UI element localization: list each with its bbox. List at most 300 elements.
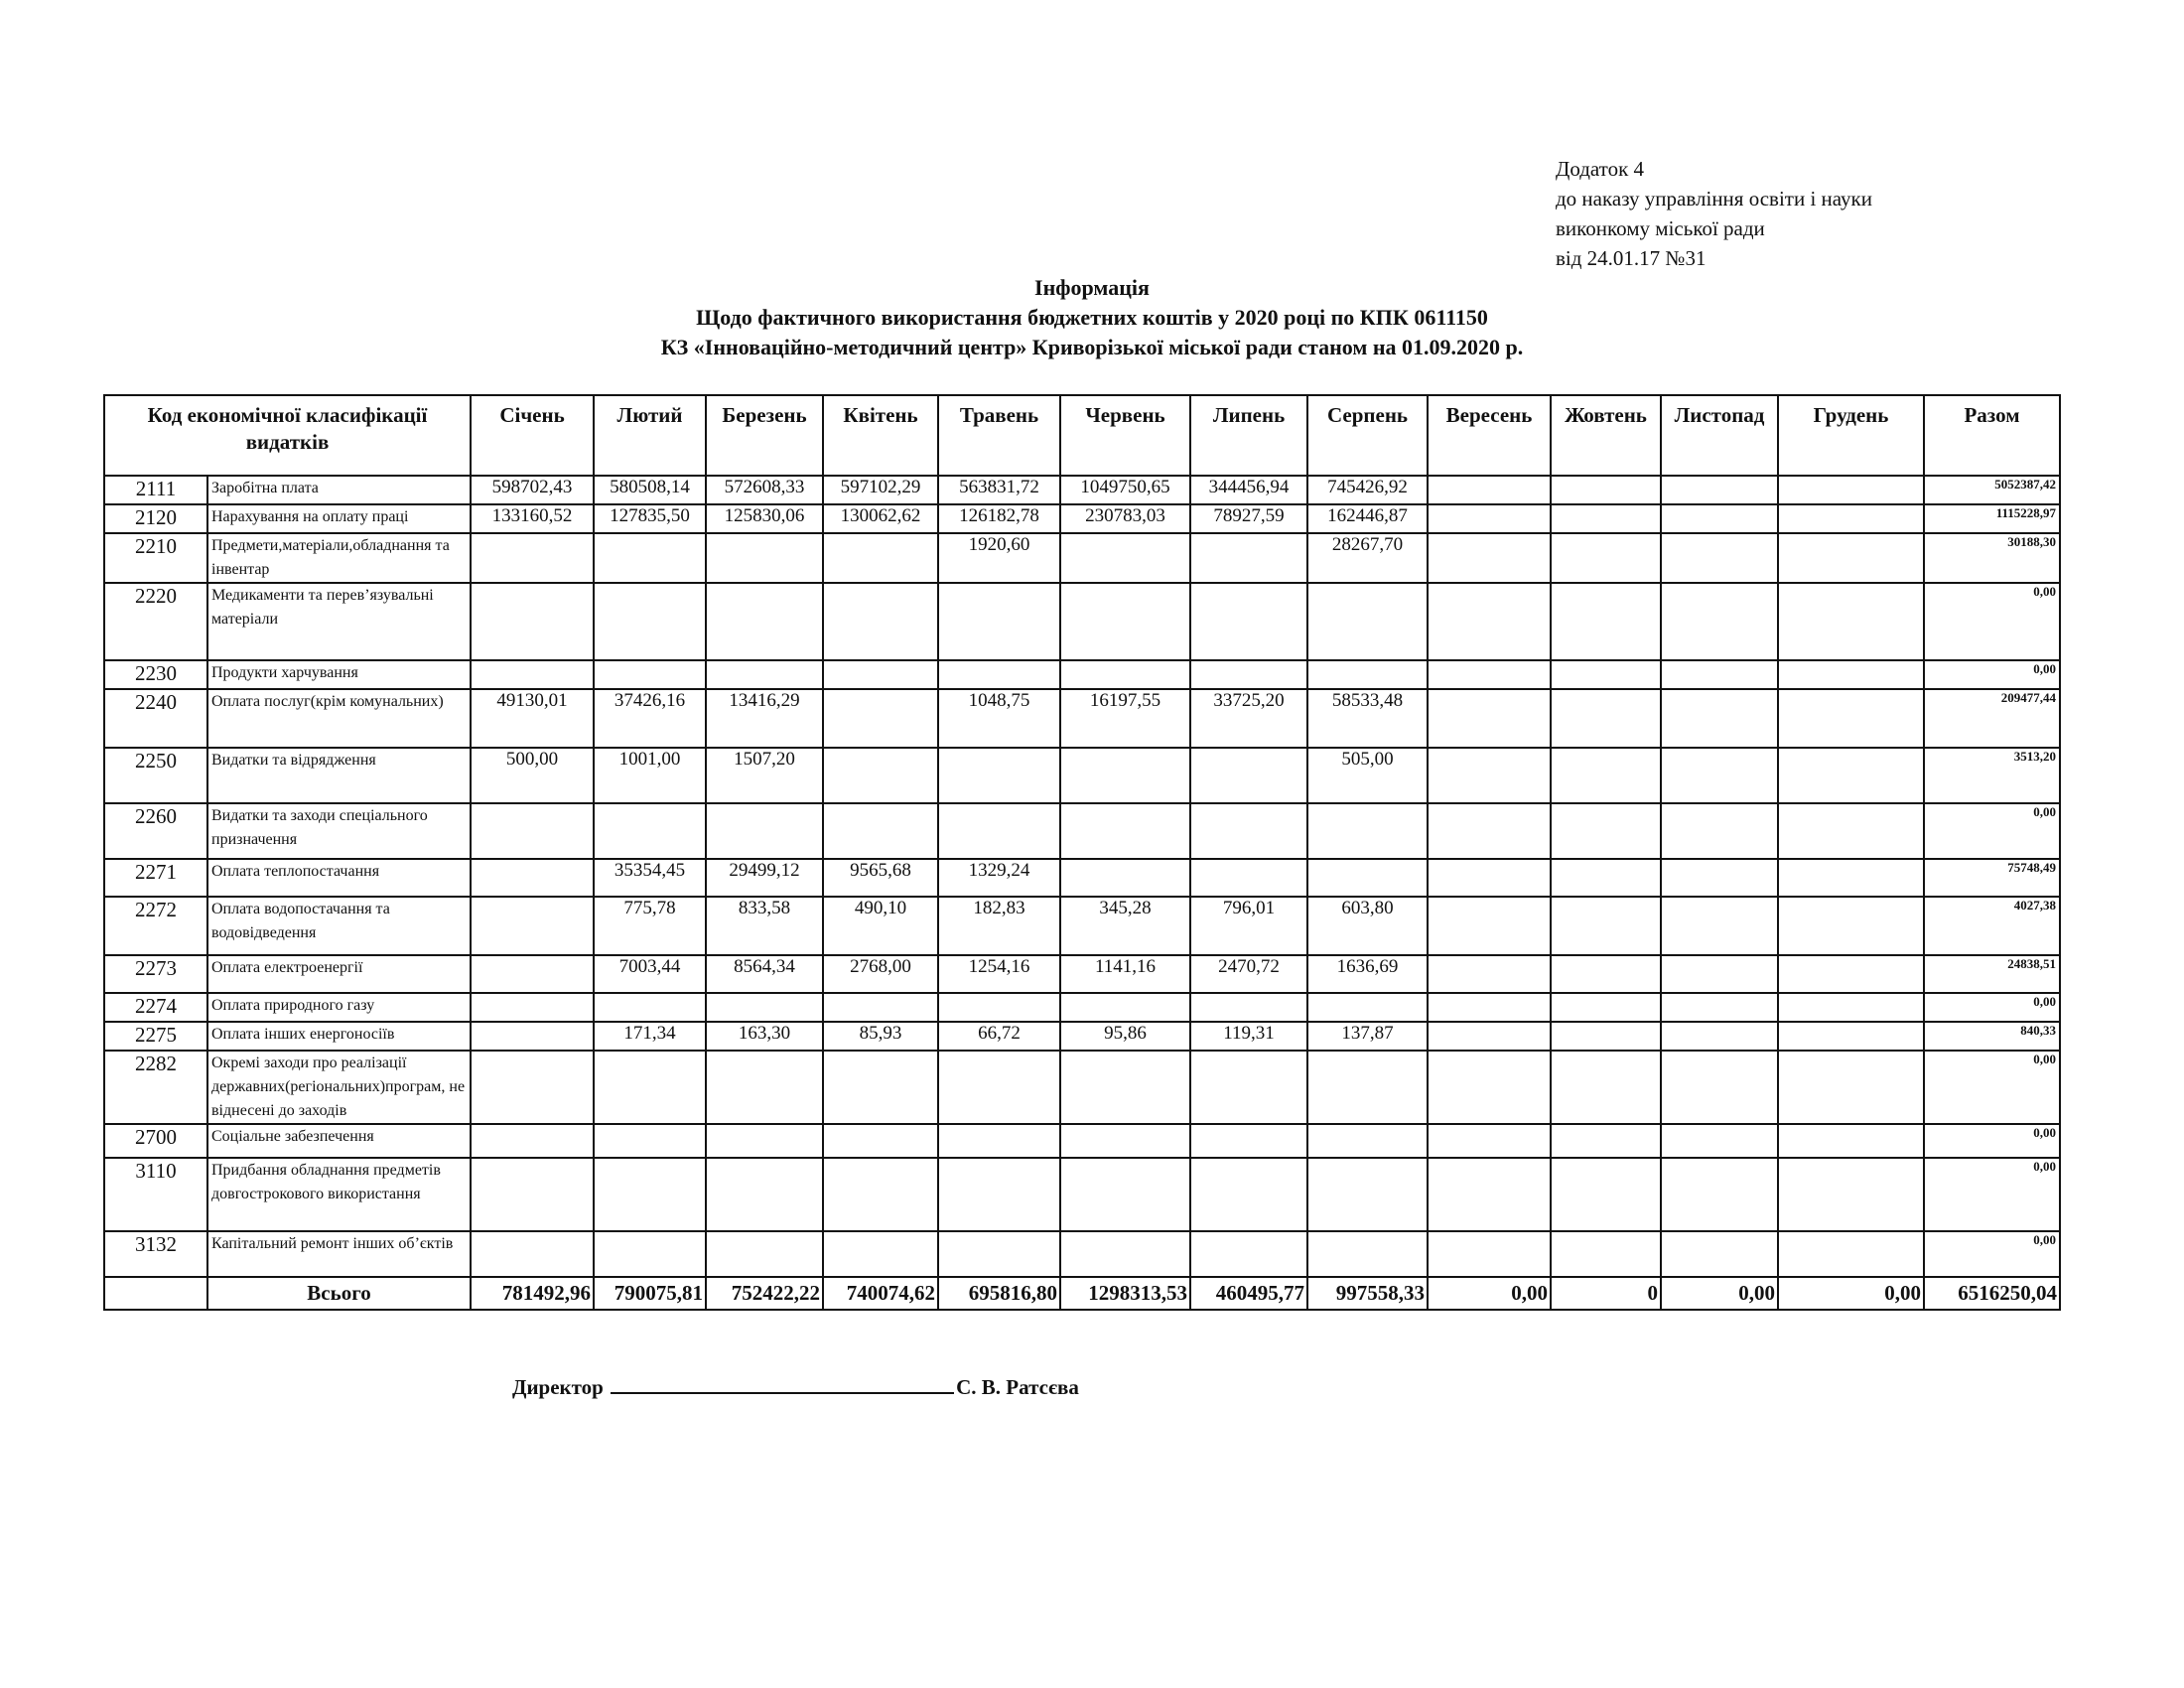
row-month-value (1778, 993, 1924, 1022)
row-month-value (1551, 803, 1661, 859)
row-month-value (823, 1124, 938, 1158)
row-month-value: 1001,00 (594, 748, 706, 803)
appendix-line: Додаток 4 (1556, 157, 1645, 181)
row-month-value (1190, 1124, 1307, 1158)
header-month: Грудень (1778, 395, 1924, 476)
row-total: 0,00 (1924, 1124, 2060, 1158)
row-month-value (1190, 1158, 1307, 1231)
row-total: 4027,38 (1924, 897, 2060, 955)
row-name: Продукти харчування (207, 660, 471, 689)
row-month-value: 1049750,65 (1060, 476, 1190, 504)
appendix-line: до наказу управління освіти і науки (1556, 187, 1872, 211)
header-month: Травень (938, 395, 1060, 476)
row-month-value (594, 1158, 706, 1231)
row-month-value (938, 660, 1060, 689)
row-month-value (1551, 859, 1661, 897)
row-month-value (1551, 955, 1661, 993)
totals-cell: 460495,77 (1190, 1277, 1307, 1310)
document-subtitle: Щодо фактичного використання бюджетних коштів у 2020 році по КПК 0611150 (696, 305, 1488, 330)
row-month-value (471, 660, 594, 689)
row-month-value (706, 803, 823, 859)
row-code: 2230 (104, 660, 207, 689)
row-month-value (706, 993, 823, 1022)
row-month-value (1307, 1051, 1428, 1124)
row-month-value: 833,58 (706, 897, 823, 955)
row-code: 2282 (104, 1051, 207, 1124)
row-month-value (1778, 1231, 1924, 1277)
row-month-value (1778, 533, 1924, 583)
row-month-value (1778, 1051, 1924, 1124)
row-month-value (1778, 1022, 1924, 1051)
row-month-value: 133160,52 (471, 504, 594, 533)
header-month: Квітень (823, 395, 938, 476)
row-name: Заробітна плата (207, 476, 471, 504)
row-month-value: 137,87 (1307, 1022, 1428, 1051)
document-heading (0, 273, 2184, 362)
row-month-value (1060, 803, 1190, 859)
row-total: 0,00 (1924, 803, 2060, 859)
row-month-value (706, 660, 823, 689)
row-month-value (1551, 748, 1661, 803)
header-month: Березень (706, 395, 823, 476)
row-month-value (938, 803, 1060, 859)
row-month-value: 85,93 (823, 1022, 938, 1051)
table-row (104, 1051, 2060, 1124)
row-month-value (1778, 897, 1924, 955)
row-month-value: 490,10 (823, 897, 938, 955)
row-month-value (1778, 504, 1924, 533)
row-month-value (823, 533, 938, 583)
row-month-value (1190, 1231, 1307, 1277)
row-month-value (1551, 533, 1661, 583)
header-month: Липень (1190, 395, 1307, 476)
document-title: Інформація (1034, 275, 1150, 300)
row-month-value (1551, 1158, 1661, 1231)
row-month-value: 125830,06 (706, 504, 823, 533)
table-row (104, 476, 2060, 504)
row-month-value (706, 1231, 823, 1277)
row-month-value (1190, 993, 1307, 1022)
row-name: Придбання обладнання предметів довгострокового використання (207, 1158, 471, 1231)
row-month-value (1661, 660, 1778, 689)
row-month-value (471, 1124, 594, 1158)
row-month-value: 33725,20 (1190, 689, 1307, 748)
row-month-value (938, 1124, 1060, 1158)
row-month-value (1307, 660, 1428, 689)
row-month-value: 16197,55 (1060, 689, 1190, 748)
row-code: 2250 (104, 748, 207, 803)
row-month-value (1661, 748, 1778, 803)
row-code: 2275 (104, 1022, 207, 1051)
row-month-value: 2470,72 (1190, 955, 1307, 993)
row-month-value (1778, 1124, 1924, 1158)
row-month-value: 796,01 (1190, 897, 1307, 955)
header-total-label: Разом (1924, 395, 2060, 476)
header-month: Жовтень (1551, 395, 1661, 476)
row-month-value (471, 1022, 594, 1051)
row-month-value (938, 1051, 1060, 1124)
row-month-value (938, 583, 1060, 660)
row-name: Медикаменти та перев’язувальні матеріали (207, 583, 471, 660)
row-month-value: 2768,00 (823, 955, 938, 993)
row-month-value (1428, 476, 1551, 504)
row-total: 0,00 (1924, 1158, 2060, 1231)
row-month-value: 35354,45 (594, 859, 706, 897)
row-month-value: 1507,20 (706, 748, 823, 803)
header-month: Листопад (1661, 395, 1778, 476)
row-month-value: 597102,29 (823, 476, 938, 504)
row-month-value (1190, 748, 1307, 803)
row-month-value (938, 748, 1060, 803)
row-total: 840,33 (1924, 1022, 2060, 1051)
row-month-value (1307, 803, 1428, 859)
row-total: 3513,20 (1924, 748, 2060, 803)
row-month-value (1428, 583, 1551, 660)
row-month-value (1428, 859, 1551, 897)
row-month-value (594, 1231, 706, 1277)
row-total: 0,00 (1924, 993, 2060, 1022)
row-month-value (823, 803, 938, 859)
row-month-value (1428, 897, 1551, 955)
row-month-value (706, 583, 823, 660)
row-month-value (823, 583, 938, 660)
row-month-value: 49130,01 (471, 689, 594, 748)
row-month-value (1661, 859, 1778, 897)
table-row (104, 660, 2060, 689)
row-month-value (938, 1231, 1060, 1277)
row-month-value: 598702,43 (471, 476, 594, 504)
row-total: 0,00 (1924, 583, 2060, 660)
header-month: Лютий (594, 395, 706, 476)
row-month-value (1551, 476, 1661, 504)
row-month-value (1661, 1231, 1778, 1277)
row-month-value (1428, 993, 1551, 1022)
row-name: Оплата електроенергії (207, 955, 471, 993)
row-month-value (1428, 748, 1551, 803)
row-month-value: 745426,92 (1307, 476, 1428, 504)
row-month-value (1551, 1124, 1661, 1158)
table-row (104, 803, 2060, 859)
row-month-value: 95,86 (1060, 1022, 1190, 1051)
row-code: 3110 (104, 1158, 207, 1231)
row-code: 2273 (104, 955, 207, 993)
totals-cell: 781492,96 (471, 1277, 594, 1310)
row-month-value (1428, 1231, 1551, 1277)
header-month: Червень (1060, 395, 1190, 476)
row-month-value (938, 1158, 1060, 1231)
row-month-value: 230783,03 (1060, 504, 1190, 533)
appendix-note (1556, 154, 1872, 273)
row-month-value (1307, 1231, 1428, 1277)
table-row (104, 993, 2060, 1022)
row-month-value (1428, 1124, 1551, 1158)
row-month-value (1190, 803, 1307, 859)
row-name: Соціальне забезпечення (207, 1124, 471, 1158)
row-month-value (1661, 504, 1778, 533)
table-row (104, 1158, 2060, 1231)
row-month-value (1428, 689, 1551, 748)
row-month-value (471, 1051, 594, 1124)
header-month: Січень (471, 395, 594, 476)
row-month-value (823, 1231, 938, 1277)
row-code: 2274 (104, 993, 207, 1022)
table-row (104, 583, 2060, 660)
grand-total: 6516250,04 (1924, 1277, 2060, 1310)
row-month-value (594, 993, 706, 1022)
row-month-value (1778, 660, 1924, 689)
table-row (104, 748, 2060, 803)
row-month-value (1661, 803, 1778, 859)
row-month-value (594, 533, 706, 583)
row-month-value: 563831,72 (938, 476, 1060, 504)
row-name: Видатки та заходи спеціального призначення (207, 803, 471, 859)
appendix-line: від 24.01.17 №31 (1556, 246, 1706, 270)
row-month-value: 344456,94 (1190, 476, 1307, 504)
row-month-value: 119,31 (1190, 1022, 1307, 1051)
row-month-value (1661, 1158, 1778, 1231)
table-row (104, 689, 2060, 748)
row-month-value (1661, 583, 1778, 660)
totals-cell: 790075,81 (594, 1277, 706, 1310)
row-month-value (1778, 1158, 1924, 1231)
row-name: Оплата водопостачання та водовідведення (207, 897, 471, 955)
row-month-value (1551, 689, 1661, 748)
row-month-value (1307, 993, 1428, 1022)
row-month-value (1190, 533, 1307, 583)
row-month-value (1190, 660, 1307, 689)
row-month-value (1661, 1022, 1778, 1051)
row-month-value: 163,30 (706, 1022, 823, 1051)
row-month-value (823, 689, 938, 748)
row-month-value: 127835,50 (594, 504, 706, 533)
row-month-value (1307, 1158, 1428, 1231)
signature-name: С. В. Ратсєва (956, 1375, 1079, 1399)
row-month-value: 29499,12 (706, 859, 823, 897)
totals-cell: 997558,33 (1307, 1277, 1428, 1310)
row-month-value: 37426,16 (594, 689, 706, 748)
row-month-value (471, 583, 594, 660)
totals-cell: 752422,22 (706, 1277, 823, 1310)
row-month-value: 58533,48 (1307, 689, 1428, 748)
row-month-value (471, 533, 594, 583)
table-row (104, 897, 2060, 955)
table-row (104, 955, 2060, 993)
row-month-value: 171,34 (594, 1022, 706, 1051)
row-code: 2272 (104, 897, 207, 955)
row-month-value (594, 583, 706, 660)
row-month-value (706, 1124, 823, 1158)
row-code: 2210 (104, 533, 207, 583)
row-month-value (823, 1051, 938, 1124)
row-month-value: 28267,70 (1307, 533, 1428, 583)
row-total: 0,00 (1924, 660, 2060, 689)
row-month-value: 126182,78 (938, 504, 1060, 533)
row-month-value (1190, 583, 1307, 660)
row-month-value (471, 803, 594, 859)
row-month-value (1551, 1022, 1661, 1051)
row-total: 0,00 (1924, 1231, 2060, 1277)
row-month-value: 500,00 (471, 748, 594, 803)
row-code: 3132 (104, 1231, 207, 1277)
row-month-value (823, 748, 938, 803)
row-month-value: 8564,34 (706, 955, 823, 993)
row-name: Оплата послуг(крім комунальних) (207, 689, 471, 748)
row-month-value (1551, 583, 1661, 660)
row-month-value (1060, 859, 1190, 897)
row-month-value (1778, 803, 1924, 859)
row-code: 2220 (104, 583, 207, 660)
row-month-value (1307, 583, 1428, 660)
row-month-value (823, 1158, 938, 1231)
totals-cell: 0 (1551, 1277, 1661, 1310)
row-month-value: 162446,87 (1307, 504, 1428, 533)
row-month-value (594, 803, 706, 859)
row-month-value (1661, 533, 1778, 583)
row-month-value (1307, 1124, 1428, 1158)
row-month-value (938, 993, 1060, 1022)
document-subtitle-2: КЗ «Інноваційно-методичний центр» Криворізької міської ради станом на 01.09.2020 р. (660, 335, 1524, 359)
row-month-value (1778, 955, 1924, 993)
row-total: 5052387,42 (1924, 476, 2060, 504)
totals-cell: 0,00 (1661, 1277, 1778, 1310)
totals-label: Всього (207, 1277, 471, 1310)
row-month-value: 1329,24 (938, 859, 1060, 897)
row-month-value: 130062,62 (823, 504, 938, 533)
header-month: Серпень (1307, 395, 1428, 476)
row-month-value: 572608,33 (706, 476, 823, 504)
row-month-value (1428, 1051, 1551, 1124)
budget-table (103, 394, 2061, 1311)
row-month-value: 345,28 (1060, 897, 1190, 955)
row-name: Нарахування на оплату праці (207, 504, 471, 533)
row-total: 1115228,97 (1924, 504, 2060, 533)
row-month-value (1661, 1051, 1778, 1124)
signature-line (611, 1374, 954, 1394)
totals-cell: 695816,80 (938, 1277, 1060, 1310)
row-name: Оплата інших енергоносіїв (207, 1022, 471, 1051)
row-month-value (1428, 955, 1551, 993)
row-month-value (706, 1051, 823, 1124)
row-month-value (1428, 533, 1551, 583)
row-month-value (1190, 1051, 1307, 1124)
row-month-value (1661, 689, 1778, 748)
signature-title: Директор (512, 1375, 604, 1399)
row-month-value (1778, 859, 1924, 897)
row-month-value (1551, 504, 1661, 533)
totals-row (104, 1277, 2060, 1310)
row-code: 2111 (104, 476, 207, 504)
row-month-value: 182,83 (938, 897, 1060, 955)
table-row (104, 859, 2060, 897)
row-month-value: 1254,16 (938, 955, 1060, 993)
row-code: 2700 (104, 1124, 207, 1158)
row-month-value (1778, 583, 1924, 660)
row-month-value (1060, 1158, 1190, 1231)
row-month-value: 9565,68 (823, 859, 938, 897)
row-month-value (1551, 897, 1661, 955)
row-month-value (471, 993, 594, 1022)
row-month-value (1428, 1022, 1551, 1051)
table-row (104, 1231, 2060, 1277)
header-code-label: Код економічної класифікації видатків (104, 395, 471, 476)
row-month-value (1661, 993, 1778, 1022)
row-month-value: 7003,44 (594, 955, 706, 993)
totals-cell: 1298313,53 (1060, 1277, 1190, 1310)
appendix-line: виконкому міської ради (1556, 216, 1765, 240)
row-month-value (1190, 859, 1307, 897)
table-row (104, 1124, 2060, 1158)
row-month-value (1060, 583, 1190, 660)
totals-cell: 0,00 (1428, 1277, 1551, 1310)
row-month-value (471, 1231, 594, 1277)
table-row (104, 533, 2060, 583)
row-month-value: 1141,16 (1060, 955, 1190, 993)
row-month-value (1661, 476, 1778, 504)
row-month-value: 1920,60 (938, 533, 1060, 583)
row-month-value (1060, 533, 1190, 583)
table-header-row (104, 395, 2060, 476)
row-month-value: 580508,14 (594, 476, 706, 504)
row-month-value (1428, 803, 1551, 859)
row-month-value (1778, 748, 1924, 803)
row-month-value: 775,78 (594, 897, 706, 955)
row-month-value: 1048,75 (938, 689, 1060, 748)
totals-cell: 0,00 (1778, 1277, 1924, 1310)
row-month-value (594, 1124, 706, 1158)
row-code: 2260 (104, 803, 207, 859)
row-code: 2120 (104, 504, 207, 533)
row-month-value (706, 1158, 823, 1231)
row-month-value (823, 993, 938, 1022)
row-month-value (823, 660, 938, 689)
row-name: Оплата теплопостачання (207, 859, 471, 897)
row-month-value: 66,72 (938, 1022, 1060, 1051)
row-month-value (1661, 1124, 1778, 1158)
row-month-value (1778, 476, 1924, 504)
row-name: Окремі заходи про реалізації державних(регіональних)програм, не віднесені до заходів (207, 1051, 471, 1124)
row-month-value (1307, 859, 1428, 897)
row-month-value (1551, 1231, 1661, 1277)
row-total: 209477,44 (1924, 689, 2060, 748)
row-month-value (594, 1051, 706, 1124)
row-code: 2271 (104, 859, 207, 897)
row-name: Предмети,матеріали,обладнання та інвентар (207, 533, 471, 583)
signature-block (512, 1374, 1079, 1400)
totals-cell: 740074,62 (823, 1277, 938, 1310)
row-month-value (1060, 748, 1190, 803)
row-month-value (1060, 1231, 1190, 1277)
row-month-value: 1636,69 (1307, 955, 1428, 993)
row-month-value (471, 1158, 594, 1231)
row-total: 0,00 (1924, 1051, 2060, 1124)
row-month-value (1060, 1124, 1190, 1158)
row-month-value (1551, 660, 1661, 689)
row-month-value (706, 533, 823, 583)
row-month-value (1778, 689, 1924, 748)
row-month-value (1551, 993, 1661, 1022)
row-code: 2240 (104, 689, 207, 748)
row-month-value (1060, 1051, 1190, 1124)
table-row (104, 504, 2060, 533)
row-month-value (1661, 897, 1778, 955)
row-month-value (1661, 955, 1778, 993)
row-month-value (1060, 660, 1190, 689)
row-month-value: 13416,29 (706, 689, 823, 748)
row-month-value (471, 897, 594, 955)
row-month-value: 78927,59 (1190, 504, 1307, 533)
row-total: 24838,51 (1924, 955, 2060, 993)
row-month-value (471, 955, 594, 993)
